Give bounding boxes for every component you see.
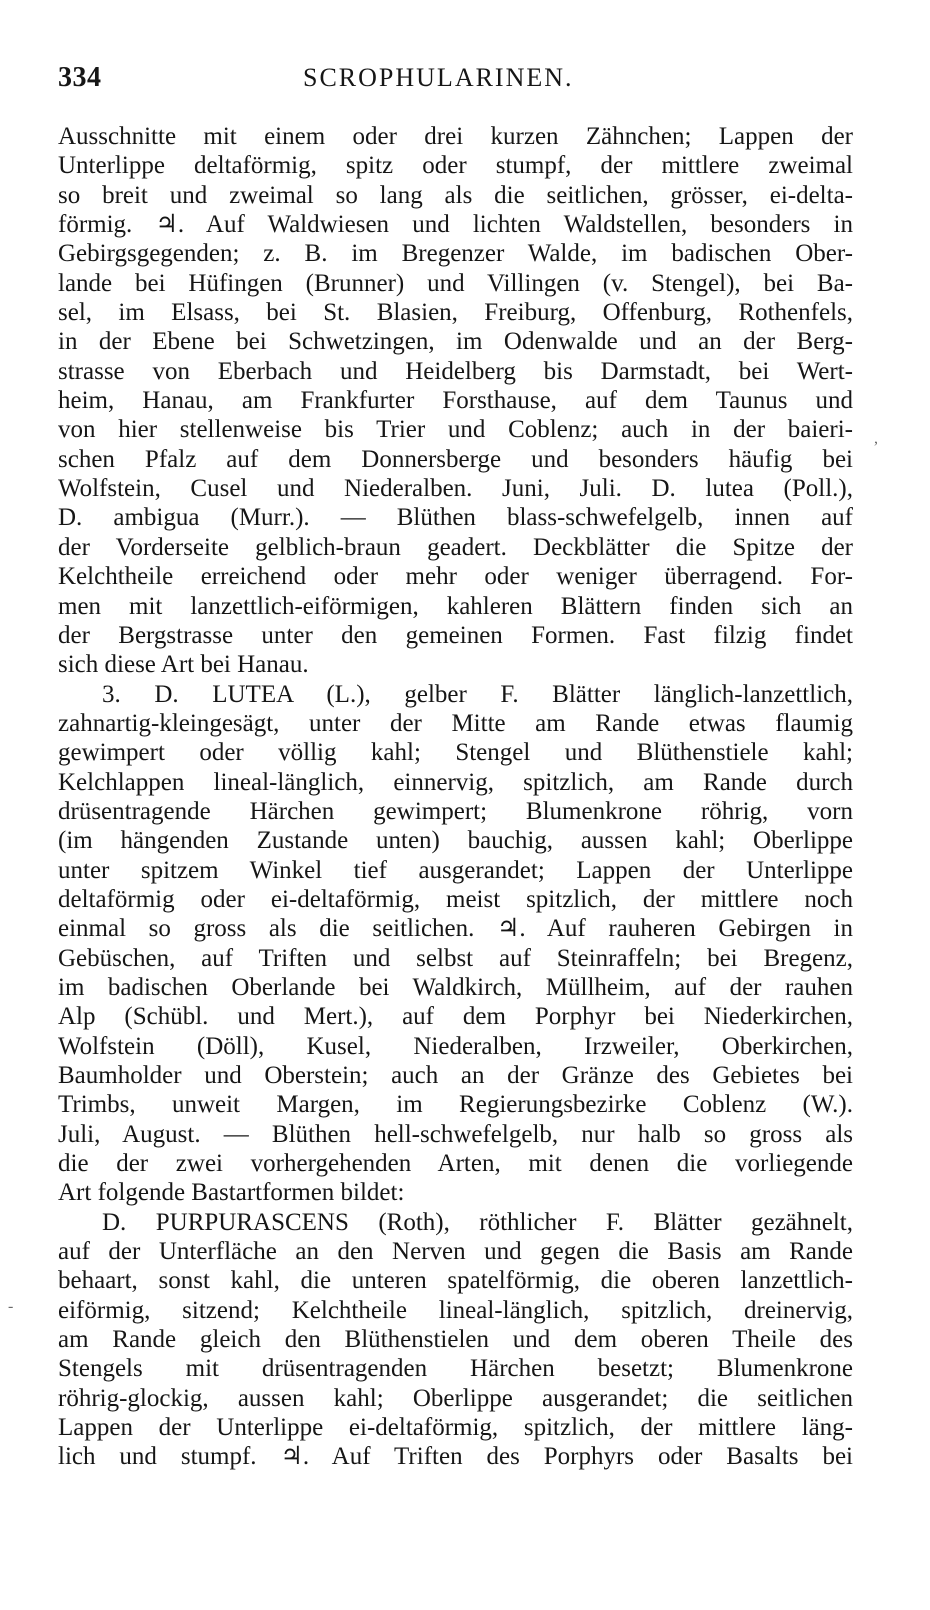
text-line: in der Ebene bei Schwetzingen, im Odenwalde und an der Berg- (58, 328, 853, 356)
text-line: Art folgende Bastartformen bildet: (58, 1179, 405, 1207)
text-line: lande bei Hüfingen (Brunner) und Villingen (v. Stengel), bei Ba- (58, 269, 853, 297)
page-header (58, 62, 853, 98)
text-line: Wolfstein, Cusel und Niederalben. Juni, Juli. D. lutea (Poll.), (58, 475, 853, 503)
text-line: die der zwei vorhergehenden Arten, mit denen die vorliegende (58, 1150, 853, 1178)
text-line: behaart, sonst kahl, die unteren spatelförmig, die oberen lanzettlich- (58, 1267, 853, 1295)
text-line: deltaförmig oder ei-deltaförmig, meist spitzlich, der mittlere noch (58, 885, 853, 913)
text-line: einmal so gross als die seitlichen. ♃. Auf rauheren Gebirgen in (58, 915, 853, 943)
text-line: Lappen der Unterlippe ei-deltaförmig, spitzlich, der mittlere läng- (58, 1414, 853, 1442)
margin-mark: , (874, 430, 878, 447)
text-line: der Vorderseite gelblich-braun geadert. Deckblätter die Spitze der (58, 533, 853, 561)
text-line: Juli, August. — Blüthen hell-schwefelgelb, nur halb so gross als (58, 1120, 853, 1148)
text-line: von hier stellenweise bis Trier und Coblenz; auch in der baieri- (58, 416, 853, 444)
text-line: Baumholder und Oberstein; auch an der Gränze des Gebietes bei (58, 1062, 853, 1089)
text-line: D. ambigua (Murr.). — Blüthen blass-schwefelgelb, innen auf (58, 504, 853, 532)
text-line: D. PURPURASCENS (Roth), röthlicher F. Blätter gezähnelt, (102, 1208, 853, 1236)
text-line: 3. D. LUTEA (L.), gelber F. Blätter länglich-lanzettlich, (102, 680, 853, 708)
body-text (58, 122, 853, 1472)
text-line: eiförmig, sitzend; Kelchtheile lineal-länglich, spitzlich, dreinervig, (58, 1296, 853, 1324)
text-line: schen Pfalz auf dem Donnersberge und besonders häufig bei (58, 445, 853, 473)
text-line: drüsentragende Härchen gewimpert; Blumenkrone röhrig, vorn (58, 797, 853, 825)
text-line: Alp (Schübl. und Mert.), auf dem Porphyr bei Niederkirchen, (58, 1003, 853, 1031)
text-line: Kelchlappen lineal-länglich, einnervig, spitzlich, am Rande durch (58, 768, 853, 796)
text-line: Kelchtheile erreichend oder mehr oder weniger überragend. For- (58, 563, 853, 591)
margin-mark: - (8, 1298, 14, 1315)
text-line: unter spitzem Winkel tief ausgerandet; Lappen der Unterlippe (58, 856, 853, 884)
text-line: Gebirgsgegenden; z. B. im Bregenzer Walde, im badischen Ober- (58, 240, 853, 268)
text-line: förmig. ♃. Auf Waldwiesen und lichten Waldstellen, besonders in (58, 211, 853, 239)
text-line: strasse von Eberbach und Heidelberg bis Darmstadt, bei Wert- (58, 357, 853, 385)
text-line: im badischen Oberlande bei Waldkirch, Müllheim, auf der rauhen (58, 973, 853, 1001)
text-line: Wolfstein (Döll), Kusel, Niederalben, Irzweiler, Oberkirchen, (58, 1032, 853, 1060)
text-line: röhrig-glockig, aussen kahl; Oberlippe ausgerandet; die seitlichen (58, 1384, 853, 1412)
text-line: sich diese Art bei Hanau. (58, 651, 309, 679)
text-line: lich und stumpf. ♃. Auf Triften des Porphyrs oder Basalts bei (58, 1443, 853, 1471)
text-line: auf der Unterfläche an den Nerven und gegen die Basis am Rande (58, 1238, 853, 1266)
page-number: 334 (58, 62, 102, 93)
text-line: Unterlippe deltaförmig, spitz oder stumpf, der mittlere zweimal (58, 152, 853, 180)
text-line: am Rande gleich den Blüthenstielen und dem oberen Theile des (58, 1326, 853, 1354)
text-line: (im hängenden Zustande unten) bauchig, aussen kahl; Oberlippe (58, 827, 853, 855)
text-line: Trimbs, unweit Margen, im Regierungsbezirke Coblenz (W.). (58, 1091, 853, 1119)
text-line: Stengels mit drüsentragenden Härchen besetzt; Blumenkrone (58, 1355, 853, 1383)
text-line: sel, im Elsass, bei St. Blasien, Freiburg, Offenburg, Rothenfels, (58, 299, 853, 327)
running-head: SCROPHULARINEN. (303, 63, 574, 92)
text-line: Ausschnitte mit einem oder drei kurzen Zähnchen; Lappen der (58, 123, 853, 150)
text-line: der Bergstrasse unter den gemeinen Formen. Fast filzig findet (58, 621, 853, 649)
text-line: so breit und zweimal so lang als die seitlichen, grösser, ei-delta- (58, 181, 853, 209)
text-line: Gebüschen, auf Triften und selbst auf Steinraffeln; bei Bregenz, (58, 944, 853, 972)
text-line: men mit lanzettlich-eiförmigen, kahleren Blättern finden sich an (58, 592, 853, 620)
text-line: zahnartig-kleingesägt, unter der Mitte am Rande etwas flaumig (58, 709, 853, 737)
text-line: gewimpert oder völlig kahl; Stengel und Blüthenstiele kahl; (58, 739, 853, 767)
text-line: heim, Hanau, am Frankfurter Forsthause, auf dem Taunus und (58, 387, 853, 415)
